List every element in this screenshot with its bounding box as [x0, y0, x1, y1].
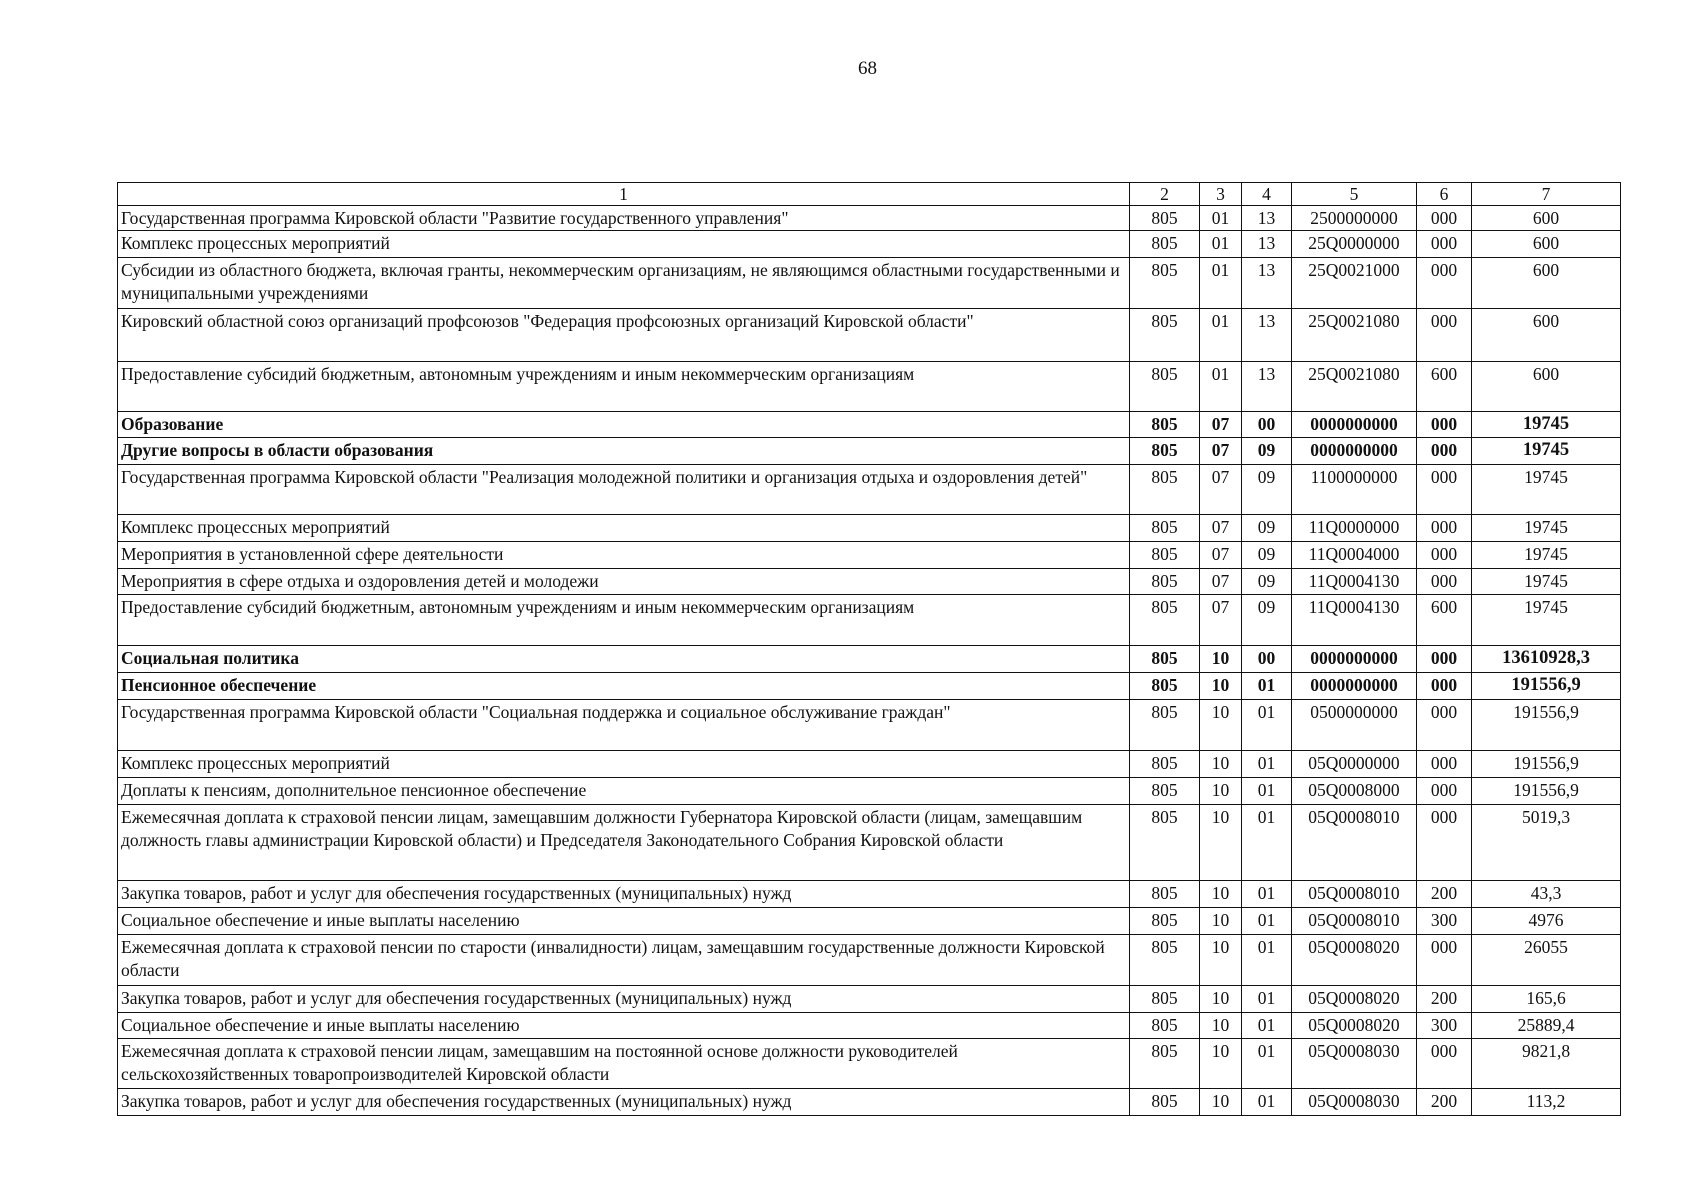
expense-type-cell: 000: [1417, 515, 1472, 542]
target-article-cell: 11Q0004130: [1292, 595, 1417, 646]
section-cell: 10: [1200, 986, 1242, 1013]
table-row: [118, 1013, 1621, 1039]
name-cell: Доплаты к пенсиям, дополнительное пенсионное обеспечение: [118, 778, 1130, 805]
subsection-cell: 13: [1242, 258, 1292, 309]
section-cell: 10: [1200, 700, 1242, 751]
name-cell: Ежемесячная доплата к страховой пенсии лицам, замещавшим на постоянной основе должности руководителей сельскохозяйственных товаропроизводителей Кировской области: [118, 1039, 1130, 1089]
amount-cell: 19745: [1472, 542, 1621, 569]
ministry-code-cell: 805: [1130, 206, 1200, 231]
name-cell: Кировский областной союз организаций профсоюзов "Федерация профсоюзных организаций Кировской области": [118, 309, 1130, 362]
budget-table: [117, 182, 1621, 1116]
name-cell: Мероприятия в сфере отдыха и оздоровления детей и молодежи: [118, 569, 1130, 595]
page-number: 68: [858, 58, 877, 79]
target-article-cell: 11Q0004130: [1292, 569, 1417, 595]
table-row: [118, 1089, 1621, 1116]
name-cell: Предоставление субсидий бюджетным, автономным учреждениям и иным некоммерческим организациям: [118, 362, 1130, 412]
amount-cell: 19745: [1472, 438, 1621, 465]
ministry-code-cell: 805: [1130, 231, 1200, 258]
table-row: [118, 412, 1621, 438]
table-row: [118, 986, 1621, 1013]
target-article-cell: 05Q0008020: [1292, 1013, 1417, 1039]
ministry-code-cell: 805: [1130, 542, 1200, 569]
header-cell-3: 3: [1200, 183, 1242, 206]
table-row: [118, 542, 1621, 569]
table-row: [118, 751, 1621, 778]
ministry-code-cell: 805: [1130, 569, 1200, 595]
expense-type-cell: 200: [1417, 986, 1472, 1013]
ministry-code-cell: 805: [1130, 646, 1200, 673]
expense-type-cell: 000: [1417, 258, 1472, 309]
subsection-cell: 01: [1242, 935, 1292, 986]
subsection-cell: 09: [1242, 465, 1292, 515]
ministry-code-cell: 805: [1130, 309, 1200, 362]
target-article-cell: 05Q0008010: [1292, 805, 1417, 881]
ministry-code-cell: 805: [1130, 778, 1200, 805]
section-cell: 01: [1200, 258, 1242, 309]
amount-cell: 600: [1472, 258, 1621, 309]
amount-cell: 19745: [1472, 412, 1621, 438]
section-cell: 10: [1200, 908, 1242, 935]
expense-type-cell: 000: [1417, 673, 1472, 700]
table-row: [118, 309, 1621, 362]
ministry-code-cell: 805: [1130, 1039, 1200, 1089]
table-row: [118, 673, 1621, 700]
section-cell: 01: [1200, 231, 1242, 258]
amount-cell: 25889,4: [1472, 1013, 1621, 1039]
subsection-cell: 13: [1242, 309, 1292, 362]
header-cell-7: 7: [1472, 183, 1621, 206]
amount-cell: 19745: [1472, 595, 1621, 646]
section-cell: 07: [1200, 569, 1242, 595]
name-cell: Предоставление субсидий бюджетным, автономным учреждениям и иным некоммерческим организациям: [118, 595, 1130, 646]
section-cell: 07: [1200, 465, 1242, 515]
table-row: [118, 700, 1621, 751]
subsection-cell: 01: [1242, 700, 1292, 751]
name-cell: Государственная программа Кировской области "Социальная поддержка и социальное обслуживание граждан": [118, 700, 1130, 751]
header-cell-2: 2: [1130, 183, 1200, 206]
amount-cell: 191556,9: [1472, 673, 1621, 700]
target-article-cell: 0000000000: [1292, 438, 1417, 465]
expense-type-cell: 000: [1417, 309, 1472, 362]
subsection-cell: 13: [1242, 231, 1292, 258]
section-cell: 01: [1200, 362, 1242, 412]
header-cell-5: 5: [1292, 183, 1417, 206]
expense-type-cell: 200: [1417, 1089, 1472, 1116]
ministry-code-cell: 805: [1130, 258, 1200, 309]
subsection-cell: 13: [1242, 206, 1292, 231]
target-article-cell: 25Q0000000: [1292, 231, 1417, 258]
target-article-cell: 05Q0008030: [1292, 1089, 1417, 1116]
expense-type-cell: 600: [1417, 362, 1472, 412]
target-article-cell: 1100000000: [1292, 465, 1417, 515]
expense-type-cell: 000: [1417, 935, 1472, 986]
section-cell: 10: [1200, 805, 1242, 881]
ministry-code-cell: 805: [1130, 412, 1200, 438]
amount-cell: 113,2: [1472, 1089, 1621, 1116]
name-cell: Образование: [118, 412, 1130, 438]
table-row: [118, 805, 1621, 881]
amount-cell: 5019,3: [1472, 805, 1621, 881]
target-article-cell: 05Q0008020: [1292, 986, 1417, 1013]
amount-cell: 19745: [1472, 515, 1621, 542]
amount-cell: 19745: [1472, 465, 1621, 515]
name-cell: Социальная политика: [118, 646, 1130, 673]
table-row: [118, 778, 1621, 805]
ministry-code-cell: 805: [1130, 595, 1200, 646]
name-cell: Социальное обеспечение и иные выплаты населению: [118, 908, 1130, 935]
ministry-code-cell: 805: [1130, 935, 1200, 986]
table-row: [118, 206, 1621, 231]
target-article-cell: 05Q0008030: [1292, 1039, 1417, 1089]
header-cell-4: 4: [1242, 183, 1292, 206]
expense-type-cell: 000: [1417, 542, 1472, 569]
target-article-cell: 25Q0021080: [1292, 309, 1417, 362]
section-cell: 10: [1200, 1089, 1242, 1116]
expense-type-cell: 000: [1417, 646, 1472, 673]
amount-cell: 26055: [1472, 935, 1621, 986]
subsection-cell: 01: [1242, 673, 1292, 700]
amount-cell: 600: [1472, 362, 1621, 412]
section-cell: 07: [1200, 515, 1242, 542]
subsection-cell: 01: [1242, 1089, 1292, 1116]
ministry-code-cell: 805: [1130, 673, 1200, 700]
target-article-cell: 05Q0008000: [1292, 778, 1417, 805]
header-cell-6: 6: [1417, 183, 1472, 206]
budget-table-body: [118, 183, 1621, 1116]
subsection-cell: 01: [1242, 805, 1292, 881]
expense-type-cell: 000: [1417, 465, 1472, 515]
name-cell: Субсидии из областного бюджета, включая гранты, некоммерческим организациям, не являющимся областными государственными и муниципальными учреждениями: [118, 258, 1130, 309]
expense-type-cell: 600: [1417, 595, 1472, 646]
section-cell: 10: [1200, 673, 1242, 700]
name-cell: Закупка товаров, работ и услуг для обеспечения государственных (муниципальных) нужд: [118, 986, 1130, 1013]
amount-cell: 165,6: [1472, 986, 1621, 1013]
section-cell: 10: [1200, 751, 1242, 778]
target-article-cell: 0000000000: [1292, 412, 1417, 438]
name-cell: Комплекс процессных мероприятий: [118, 751, 1130, 778]
subsection-cell: 01: [1242, 751, 1292, 778]
ministry-code-cell: 805: [1130, 700, 1200, 751]
target-article-cell: 05Q0000000: [1292, 751, 1417, 778]
target-article-cell: 05Q0008010: [1292, 881, 1417, 908]
name-cell: Социальное обеспечение и иные выплаты населению: [118, 1013, 1130, 1039]
expense-type-cell: 300: [1417, 1013, 1472, 1039]
target-article-cell: 0500000000: [1292, 700, 1417, 751]
name-cell: Ежемесячная доплата к страховой пенсии лицам, замещавшим должности Губернатора Кировской области (лицам, замещавшим должность главы администрации Кировской области) и Председателя Законодательного Собрания Кировской области: [118, 805, 1130, 881]
ministry-code-cell: 805: [1130, 908, 1200, 935]
name-cell: Закупка товаров, работ и услуг для обеспечения государственных (муниципальных) нужд: [118, 881, 1130, 908]
subsection-cell: 01: [1242, 881, 1292, 908]
target-article-cell: 11Q0000000: [1292, 515, 1417, 542]
section-cell: 07: [1200, 412, 1242, 438]
amount-cell: 191556,9: [1472, 751, 1621, 778]
subsection-cell: 01: [1242, 1013, 1292, 1039]
subsection-cell: 01: [1242, 908, 1292, 935]
section-cell: 07: [1200, 595, 1242, 646]
amount-cell: 13610928,3: [1472, 646, 1621, 673]
expense-type-cell: 000: [1417, 569, 1472, 595]
expense-type-cell: 000: [1417, 805, 1472, 881]
subsection-cell: 09: [1242, 569, 1292, 595]
section-cell: 07: [1200, 438, 1242, 465]
table-row: [118, 362, 1621, 412]
expense-type-cell: 000: [1417, 751, 1472, 778]
ministry-code-cell: 805: [1130, 515, 1200, 542]
ministry-code-cell: 805: [1130, 805, 1200, 881]
amount-cell: 19745: [1472, 569, 1621, 595]
expense-type-cell: 000: [1417, 1039, 1472, 1089]
subsection-cell: 01: [1242, 1039, 1292, 1089]
header-cell-1: 1: [118, 183, 1130, 206]
name-cell: Комплекс процессных мероприятий: [118, 515, 1130, 542]
section-cell: 01: [1200, 206, 1242, 231]
amount-cell: 600: [1472, 309, 1621, 362]
ministry-code-cell: 805: [1130, 751, 1200, 778]
target-article-cell: 2500000000: [1292, 206, 1417, 231]
target-article-cell: 25Q0021080: [1292, 362, 1417, 412]
name-cell: Государственная программа Кировской области "Развитие государственного управления": [118, 206, 1130, 231]
subsection-cell: 00: [1242, 412, 1292, 438]
subsection-cell: 09: [1242, 595, 1292, 646]
expense-type-cell: 000: [1417, 438, 1472, 465]
table-row: [118, 569, 1621, 595]
target-article-cell: 0000000000: [1292, 646, 1417, 673]
expense-type-cell: 000: [1417, 778, 1472, 805]
name-cell: Комплекс процессных мероприятий: [118, 231, 1130, 258]
subsection-cell: 01: [1242, 986, 1292, 1013]
table-row: [118, 258, 1621, 309]
expense-type-cell: 000: [1417, 412, 1472, 438]
section-cell: 10: [1200, 935, 1242, 986]
table-row: [118, 438, 1621, 465]
name-cell: Другие вопросы в области образования: [118, 438, 1130, 465]
table-row: [118, 231, 1621, 258]
amount-cell: 43,3: [1472, 881, 1621, 908]
table-row: [118, 646, 1621, 673]
amount-cell: 4976: [1472, 908, 1621, 935]
amount-cell: 600: [1472, 231, 1621, 258]
ministry-code-cell: 805: [1130, 986, 1200, 1013]
ministry-code-cell: 805: [1130, 1089, 1200, 1116]
ministry-code-cell: 805: [1130, 881, 1200, 908]
ministry-code-cell: 805: [1130, 362, 1200, 412]
table-row: [118, 908, 1621, 935]
amount-cell: 600: [1472, 206, 1621, 231]
subsection-cell: 09: [1242, 515, 1292, 542]
expense-type-cell: 000: [1417, 206, 1472, 231]
name-cell: Ежемесячная доплата к страховой пенсии по старости (инвалидности) лицам, замещавшим государственные должности Кировской области: [118, 935, 1130, 986]
subsection-cell: 09: [1242, 542, 1292, 569]
expense-type-cell: 000: [1417, 700, 1472, 751]
name-cell: Государственная программа Кировской области "Реализация молодежной политики и организация отдыха и оздоровления детей": [118, 465, 1130, 515]
table-row: [118, 881, 1621, 908]
table-row: [118, 465, 1621, 515]
table-header-row: [118, 183, 1621, 206]
subsection-cell: 09: [1242, 438, 1292, 465]
expense-type-cell: 300: [1417, 908, 1472, 935]
section-cell: 10: [1200, 881, 1242, 908]
section-cell: 01: [1200, 309, 1242, 362]
name-cell: Мероприятия в установленной сфере деятельности: [118, 542, 1130, 569]
expense-type-cell: 200: [1417, 881, 1472, 908]
name-cell: Закупка товаров, работ и услуг для обеспечения государственных (муниципальных) нужд: [118, 1089, 1130, 1116]
section-cell: 07: [1200, 542, 1242, 569]
amount-cell: 191556,9: [1472, 700, 1621, 751]
target-article-cell: 25Q0021000: [1292, 258, 1417, 309]
table-row: [118, 515, 1621, 542]
ministry-code-cell: 805: [1130, 438, 1200, 465]
section-cell: 10: [1200, 778, 1242, 805]
ministry-code-cell: 805: [1130, 1013, 1200, 1039]
amount-cell: 191556,9: [1472, 778, 1621, 805]
target-article-cell: 11Q0004000: [1292, 542, 1417, 569]
target-article-cell: 0000000000: [1292, 673, 1417, 700]
target-article-cell: 05Q0008010: [1292, 908, 1417, 935]
ministry-code-cell: 805: [1130, 465, 1200, 515]
amount-cell: 9821,8: [1472, 1039, 1621, 1089]
name-cell: Пенсионное обеспечение: [118, 673, 1130, 700]
section-cell: 10: [1200, 1039, 1242, 1089]
target-article-cell: 05Q0008020: [1292, 935, 1417, 986]
table-row: [118, 1039, 1621, 1089]
subsection-cell: 01: [1242, 778, 1292, 805]
subsection-cell: 00: [1242, 646, 1292, 673]
expense-type-cell: 000: [1417, 231, 1472, 258]
section-cell: 10: [1200, 1013, 1242, 1039]
section-cell: 10: [1200, 646, 1242, 673]
subsection-cell: 13: [1242, 362, 1292, 412]
table-row: [118, 595, 1621, 646]
table-row: [118, 935, 1621, 986]
